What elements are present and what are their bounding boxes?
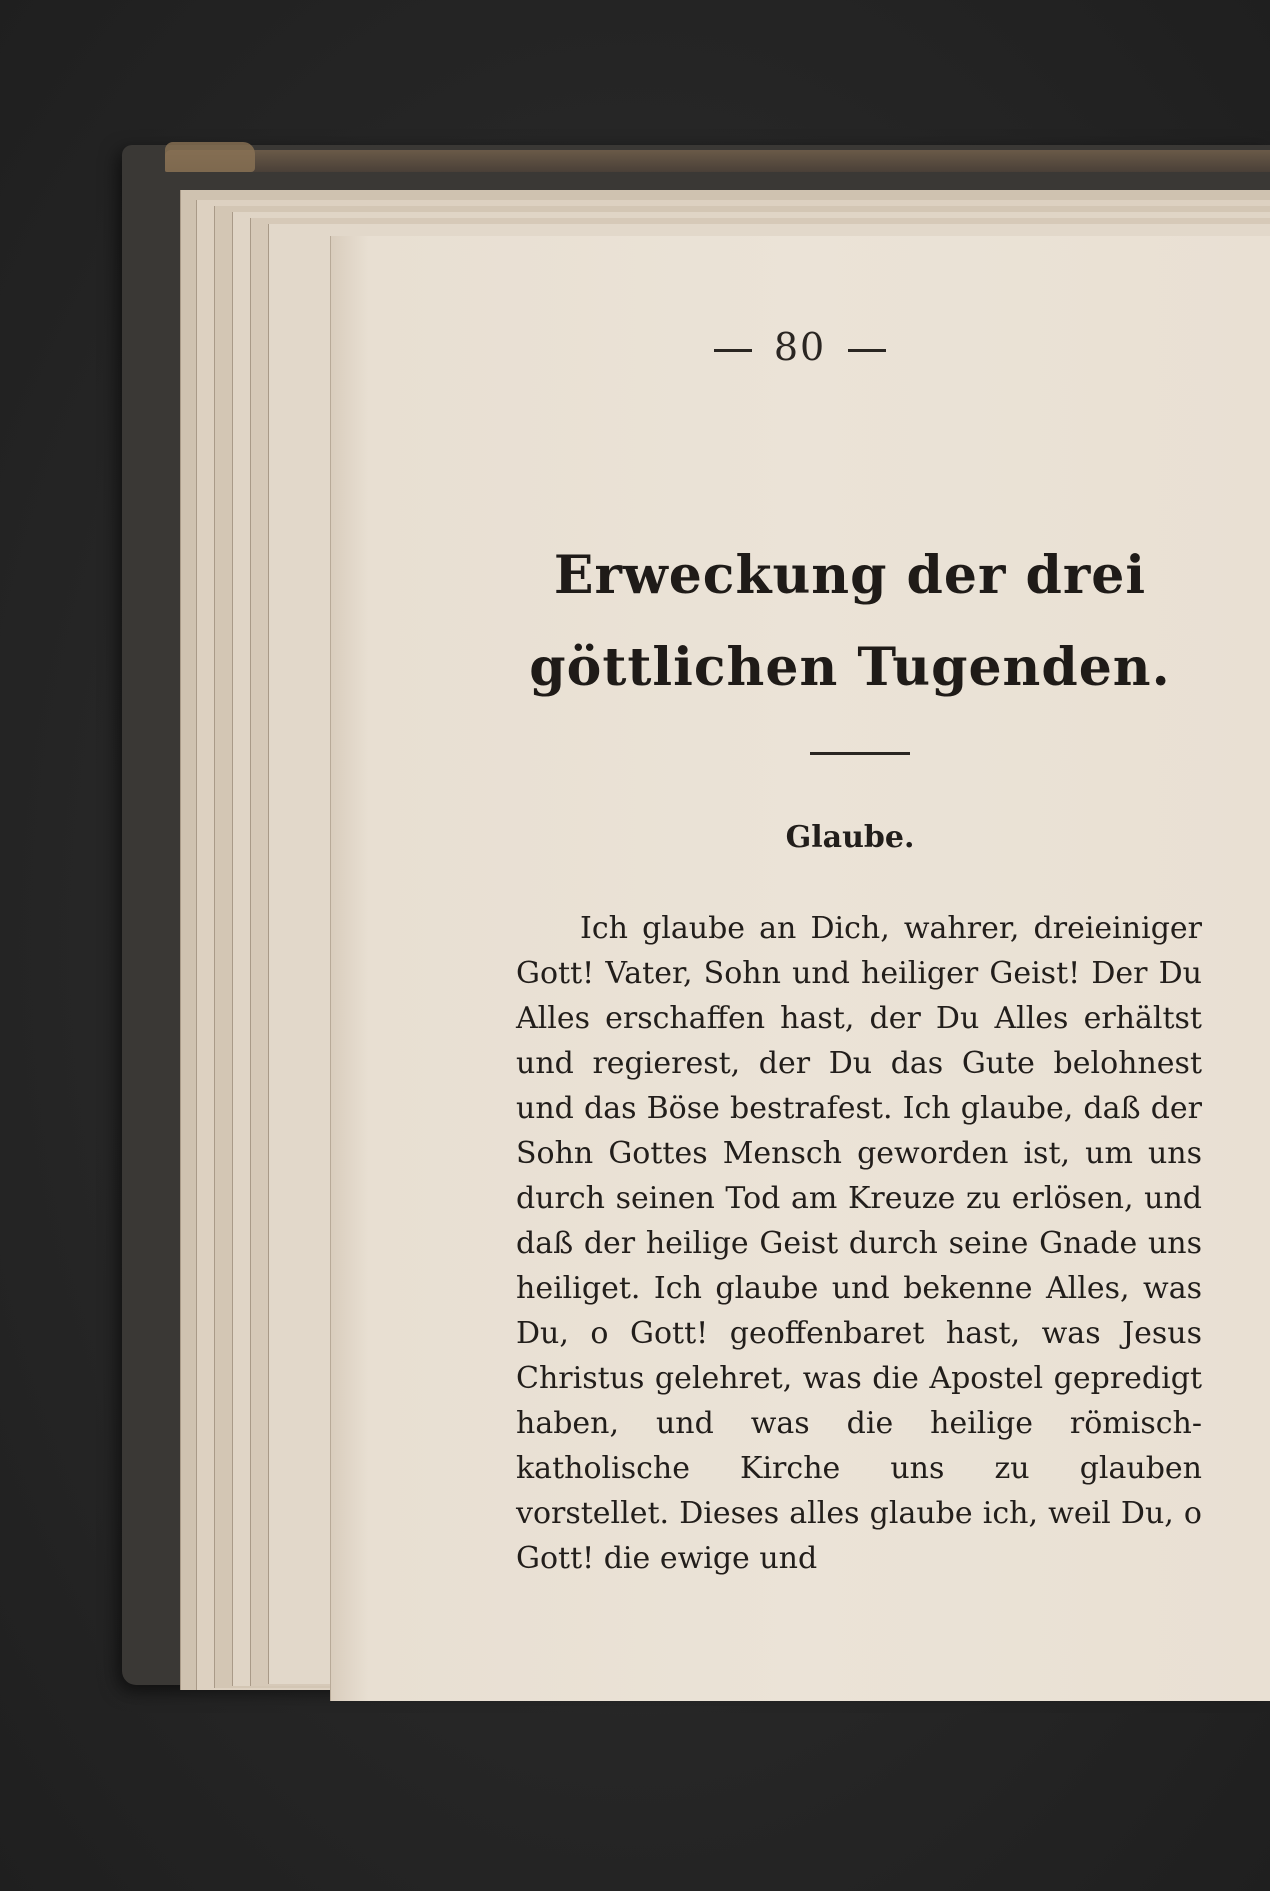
dash-left [714,349,752,352]
page-heading: Erweckung der drei göttlichen Tugenden. [529,545,1171,698]
page-number-value: 80 [773,325,827,369]
body-paragraph: Ich glaube an Dich, wahrer, dreieiniger Gott! Vater, Sohn und heiliger Geist! Der Du Alles erschaffen hast, der Du Alles erhältst und regierest, der Du das Gute belohnest und das Böse bestrafest. Ich glaube, daß der Sohn Gottes Mensch geworden ist, um uns durch seinen Tod am Kreuze zu erlösen, und daß der heilige Geist durch seine Gnade uns heiliget. Ich glaube und bekenne Alles, was Du, o Gott! geoffenbaret hast, was Jesus Christus gelehret, was die Apostel gepredigt haben, und was die heilige römisch-katholische Kirche uns zu glauben vorstellet. Dieses alles glaube ich, weil Du, o Gott! die ewige und [516,911,1202,1576]
divider-rule [810,752,910,755]
dash-right [848,349,886,352]
section-heading: Glaube. [785,820,915,855]
book-cover-edge [165,150,1270,172]
worn-corner [165,142,255,172]
page-number [330,325,1270,369]
